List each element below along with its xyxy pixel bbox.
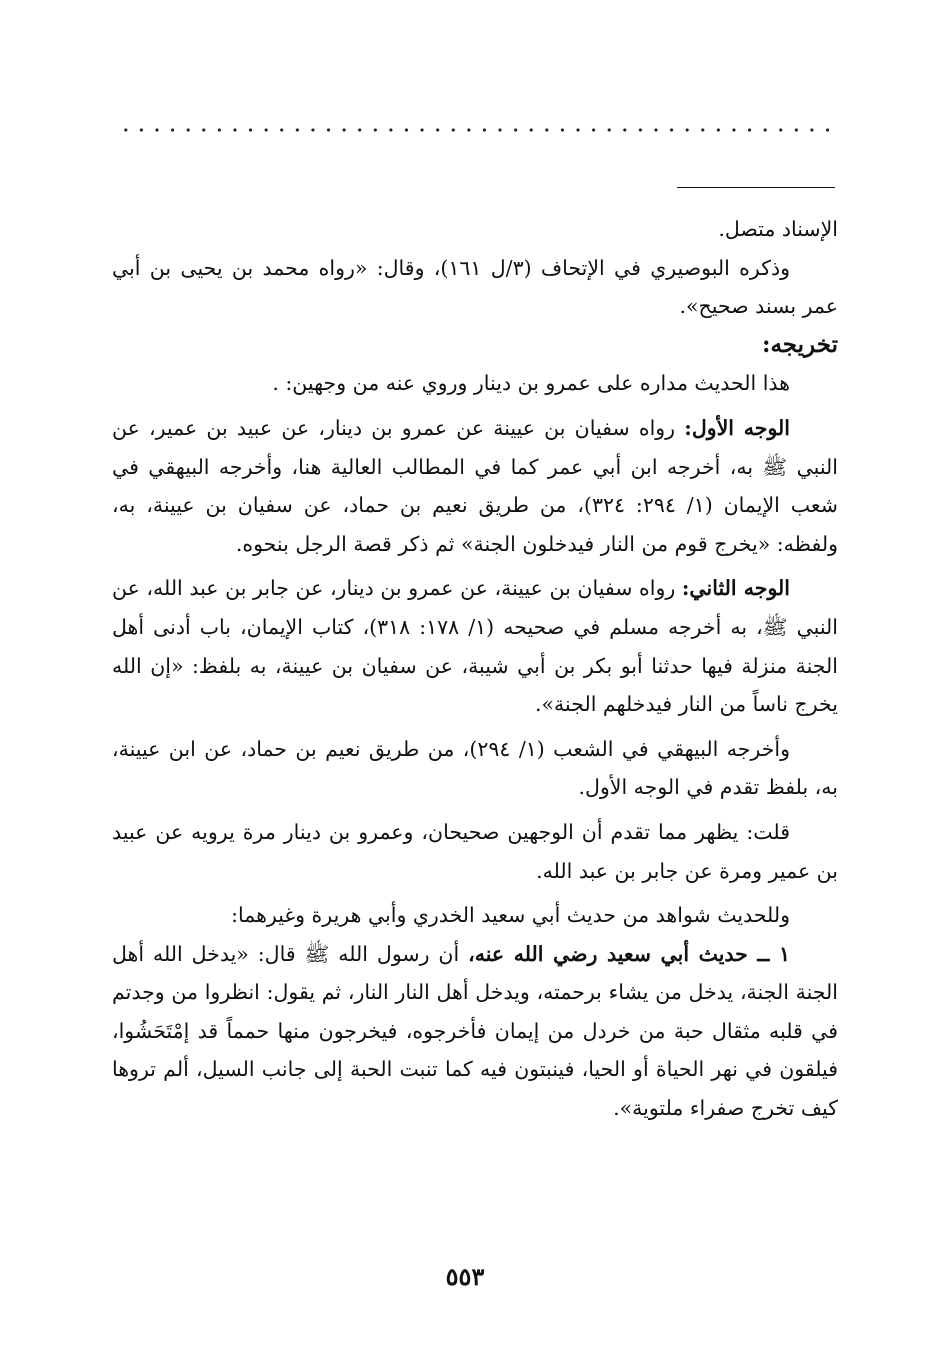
abu-said-label: ١ ــ حديث أبي سعيد رضي الله عنه، — [468, 941, 790, 966]
first-aspect-label: الوجه الأول: — [684, 415, 790, 440]
separator-dots — [118, 126, 838, 134]
abu-said-text: أن رسول الله ﷺ قال: «يدخل الله أهل الجنة الجنة، يدخل من يشاء برحمته، ويدخل أهل النار النار، ثم يقول: انظروا من وجدتم في قلبه مثقال حبة من خردل من إيمان فأخرجوه، فيخرجون منها حمماً قد إمْتَحَشُوا، فيلقون في نهر الحياة أو الحيا، فينبتون فيه كما تنبت الحبة إلى جانب السيل، ألم تروها كيف تخرج صفراء ملتوية». — [112, 941, 838, 1121]
first-aspect-text: رواه سفيان بن عيينة عن عمرو بن دينار، عن عبيد بن عمير، عن النبي ﷺ به، أخرجه ابن أبي عمر كما في المطالب العالية هنا، وأخرجه البيهقي في شعب الإيمان (١/ ٢٩٤: ٣٢٤)، من طريق نعيم بن حماد، عن سفيان بن عيينة، به، ولفظه: «يخرج قوم من النار فيدخلون الجنة» ثم ذكر قصة الرجل بنحوه. — [112, 415, 838, 556]
paragraph-conclusion: قلت: يظهر مما تقدم أن الوجهين صحيحان، وعمرو بن دينار مرة يرويه عن عبيد بن عمير ومرة عن جابر بن عبد الله. — [112, 819, 838, 883]
paragraph-busiri: وذكره البوصيري في الإتحاف (٣/ل ١٦١)، وقال: «رواه محمد بن يحيى بن أبي عمر بسند صحيح». — [112, 255, 838, 319]
footnote-rule — [677, 187, 835, 188]
page-number: ٥٥٣ — [445, 1262, 485, 1291]
paragraph-first-aspect — [112, 409, 838, 563]
paragraph-second-aspect — [112, 569, 838, 723]
paragraph-bayhaqi: وأخرجه البيهقي في الشعب (١/ ٢٩٤)، من طريق نعيم بن حماد، عن ابن عيينة، به، بلفظ تقدم في الوجه الأول. — [112, 736, 838, 800]
paragraph-shawahid: وللحديث شواهد من حديث أبي سعيد الخدري وأبي هريرة وغيرهما: — [231, 903, 790, 928]
second-aspect-text: رواه سفيان بن عيينة، عن عمرو بن دينار، عن جابر بن عبد الله، عن النبي ﷺ، به أخرجه مسلم في صحيحه (١/ ١٧٨: ٣١٨)، كتاب الإيمان، باب أدنى أهل الجنة منزلة فيها حدثنا أبو بكر بن أبي شيبة، عن سفيان بن عيينة، به بلفظ: «إن الله يخرج ناساً من النار فيدخلهم الجنة». — [112, 576, 838, 717]
second-aspect-label: الوجه الثاني: — [681, 576, 790, 601]
paragraph-abu-said — [112, 935, 838, 1128]
page-body — [112, 210, 838, 1128]
paragraph-intro: هذا الحديث مداره على عمرو بن دينار وروي عنه من وجهين: . — [272, 371, 790, 396]
paragraph-isnad: الإسناد متصل. — [718, 217, 838, 241]
section-heading-takhrij: تخريجه: — [761, 330, 838, 358]
